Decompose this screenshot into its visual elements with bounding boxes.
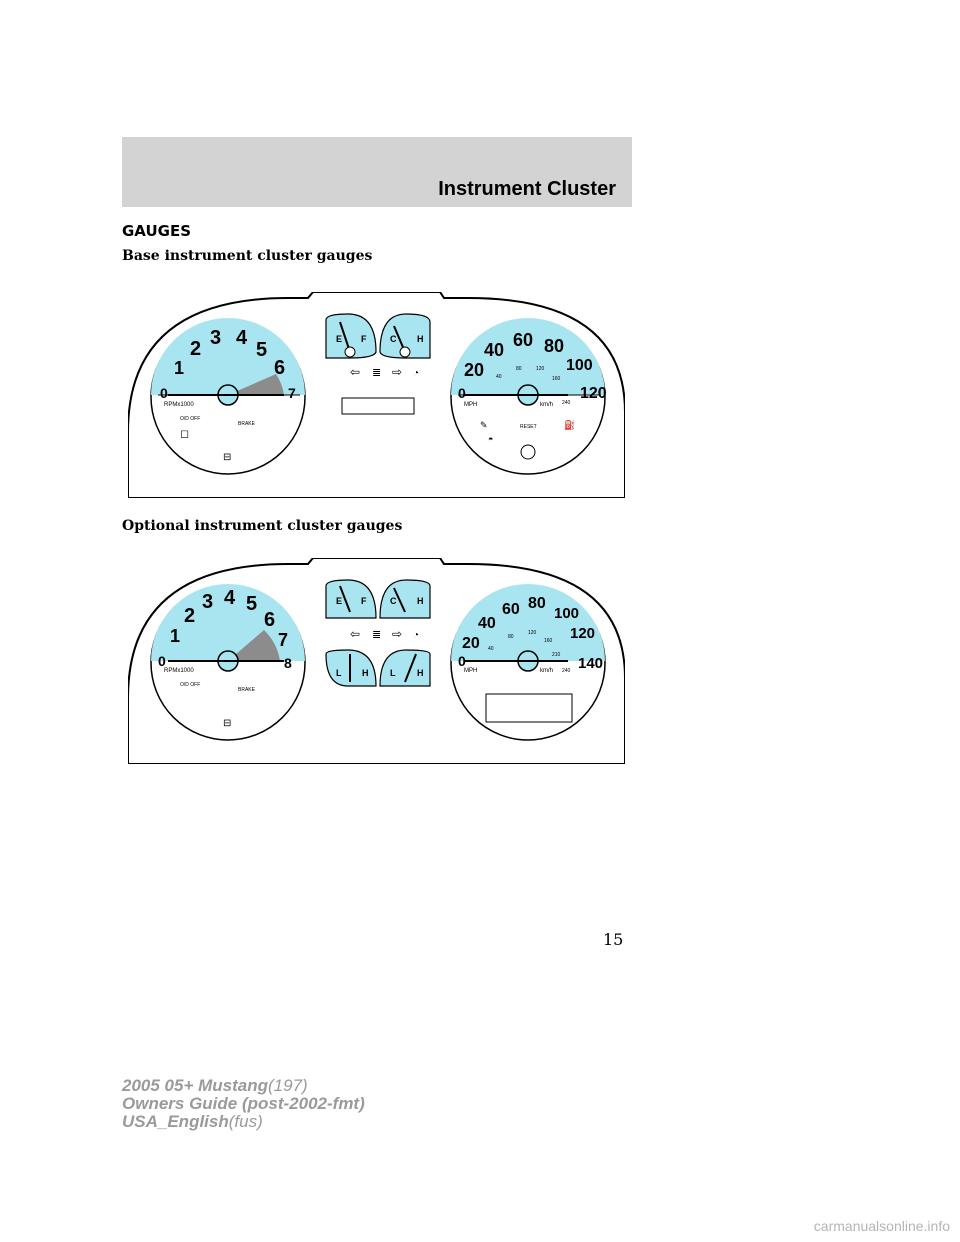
base-cluster-illustration	[128, 292, 625, 498]
tach-numeral: 3	[210, 327, 222, 349]
speedometer-optional	[451, 584, 605, 740]
footer-model-code: (197)	[268, 1076, 308, 1095]
tach-numeral: 2	[184, 605, 196, 627]
odometer-display	[342, 398, 414, 414]
volt-low-label: L	[336, 668, 342, 678]
mph-numeral: 100	[566, 357, 593, 374]
mph-numeral: 80	[528, 595, 546, 612]
footer-model: 2005 05+ Mustang	[122, 1076, 268, 1095]
right-turn-signal-icon: ⇨	[392, 365, 403, 379]
od-off-indicator: O/D OFF	[180, 416, 201, 422]
volt-high-label: H	[362, 668, 369, 678]
kmh-numeral: 40	[496, 374, 502, 380]
kmh-label: km/h	[540, 402, 554, 408]
left-turn-signal-icon: ⇦	[350, 365, 361, 379]
tach-numeral: 7	[288, 385, 296, 401]
oil-can-icon: ◓	[488, 434, 494, 444]
optional-cluster-caption: Optional instrument cluster gauges	[122, 518, 403, 534]
mph-numeral: 20	[462, 635, 480, 652]
fuel-full-label: F	[361, 596, 367, 606]
temp-cold-label: C	[390, 334, 397, 344]
battery-icon: ⊟	[223, 452, 232, 463]
tach-numeral: 0	[158, 653, 166, 669]
header-band	[122, 137, 632, 207]
trip-reset-label: RESET	[520, 424, 537, 430]
section-heading: GAUGES	[122, 222, 192, 240]
kmh-label: km/h	[540, 668, 554, 674]
tach-numeral: 4	[224, 587, 236, 609]
tach-numeral: 5	[256, 339, 268, 361]
mph-numeral: 0	[458, 653, 466, 669]
kmh-numeral: 210	[552, 652, 561, 658]
kmh-numeral: 120	[528, 630, 537, 636]
mph-numeral: 0	[458, 385, 466, 401]
page-number: 15	[603, 930, 624, 949]
tach-numeral: 1	[174, 358, 185, 378]
mph-numeral: 140	[578, 655, 604, 672]
fuel-empty-label: E	[336, 596, 343, 606]
kmh-numeral: 80	[508, 634, 514, 640]
tach-numeral: 8	[284, 655, 292, 671]
mph-numeral: 60	[502, 601, 520, 618]
message-center-display	[486, 694, 572, 722]
kmh-numeral: 160	[552, 376, 561, 382]
fuel-pump-icon: ⛽	[564, 420, 576, 430]
temp-hot-label: H	[417, 334, 424, 344]
mph-label: MPH	[464, 668, 478, 674]
temp-hot-label: H	[417, 596, 424, 606]
fuel-full-label: F	[361, 334, 367, 344]
kmh-numeral: 240	[562, 668, 571, 674]
footer-language-code: (fus)	[228, 1112, 263, 1131]
kmh-numeral: 80	[516, 366, 522, 372]
cruise-control-icon: ◔	[413, 368, 420, 379]
tach-numeral: 5	[246, 593, 258, 615]
footer-language: USA_English	[122, 1112, 229, 1131]
footer-guide-format: Owners Guide (post-2002-fmt)	[122, 1094, 365, 1113]
watermark: carmanualsonline.info	[813, 1218, 950, 1234]
kmh-numeral: 160	[544, 638, 553, 644]
footer-document-info	[122, 1077, 365, 1131]
mph-numeral: 40	[478, 615, 496, 632]
tach-numeral: 1	[170, 626, 181, 646]
tach-numeral: 4	[236, 327, 248, 349]
kmh-numeral: 120	[536, 366, 545, 372]
right-turn-signal-icon: ⇨	[392, 627, 403, 641]
tach-numeral: 6	[264, 609, 276, 631]
base-cluster-caption: Base instrument cluster gauges	[122, 248, 373, 264]
check-engine-icon: ◻	[180, 428, 190, 440]
left-turn-signal-icon: ⇦	[350, 627, 361, 641]
od-off-indicator: O/D OFF	[180, 682, 201, 688]
tach-numeral: 6	[274, 357, 286, 379]
kmh-numeral: 40	[488, 646, 494, 652]
cruise-control-icon: ◔	[413, 630, 420, 641]
high-beam-icon: ≣	[372, 367, 382, 379]
wrench-icon: ✎	[480, 420, 488, 430]
optional-cluster-illustration	[128, 558, 625, 764]
tach-numeral: 2	[190, 338, 202, 360]
page-header-title: Instrument Cluster	[438, 178, 616, 200]
mph-numeral: 40	[484, 340, 505, 360]
mph-numeral: 120	[570, 625, 596, 642]
mph-numeral: 80	[544, 336, 565, 356]
battery-icon: ⊟	[223, 718, 232, 729]
mph-numeral: 100	[554, 605, 580, 622]
brake-indicator: BRAKE	[238, 687, 255, 693]
tach-numeral: 0	[160, 385, 168, 401]
tach-numeral: 7	[278, 630, 289, 650]
tach-numeral: 3	[202, 591, 214, 613]
tach-unit-label: RPMx1000	[164, 402, 194, 408]
mph-label: MPH	[464, 402, 478, 408]
oil-high-label: H	[417, 668, 424, 678]
mph-numeral: 120	[580, 385, 607, 402]
tachometer-optional	[151, 584, 305, 740]
mph-numeral: 60	[513, 330, 534, 350]
temp-cold-label: C	[390, 596, 397, 606]
kmh-numeral: 240	[562, 400, 571, 406]
tachometer	[151, 318, 305, 474]
tach-unit-label: RPMx1000	[164, 668, 194, 674]
brake-indicator: BRAKE	[238, 421, 255, 427]
oil-low-label: L	[390, 668, 396, 678]
high-beam-icon: ≣	[372, 629, 382, 641]
mph-numeral: 20	[464, 360, 485, 380]
fuel-empty-label: E	[336, 334, 343, 344]
